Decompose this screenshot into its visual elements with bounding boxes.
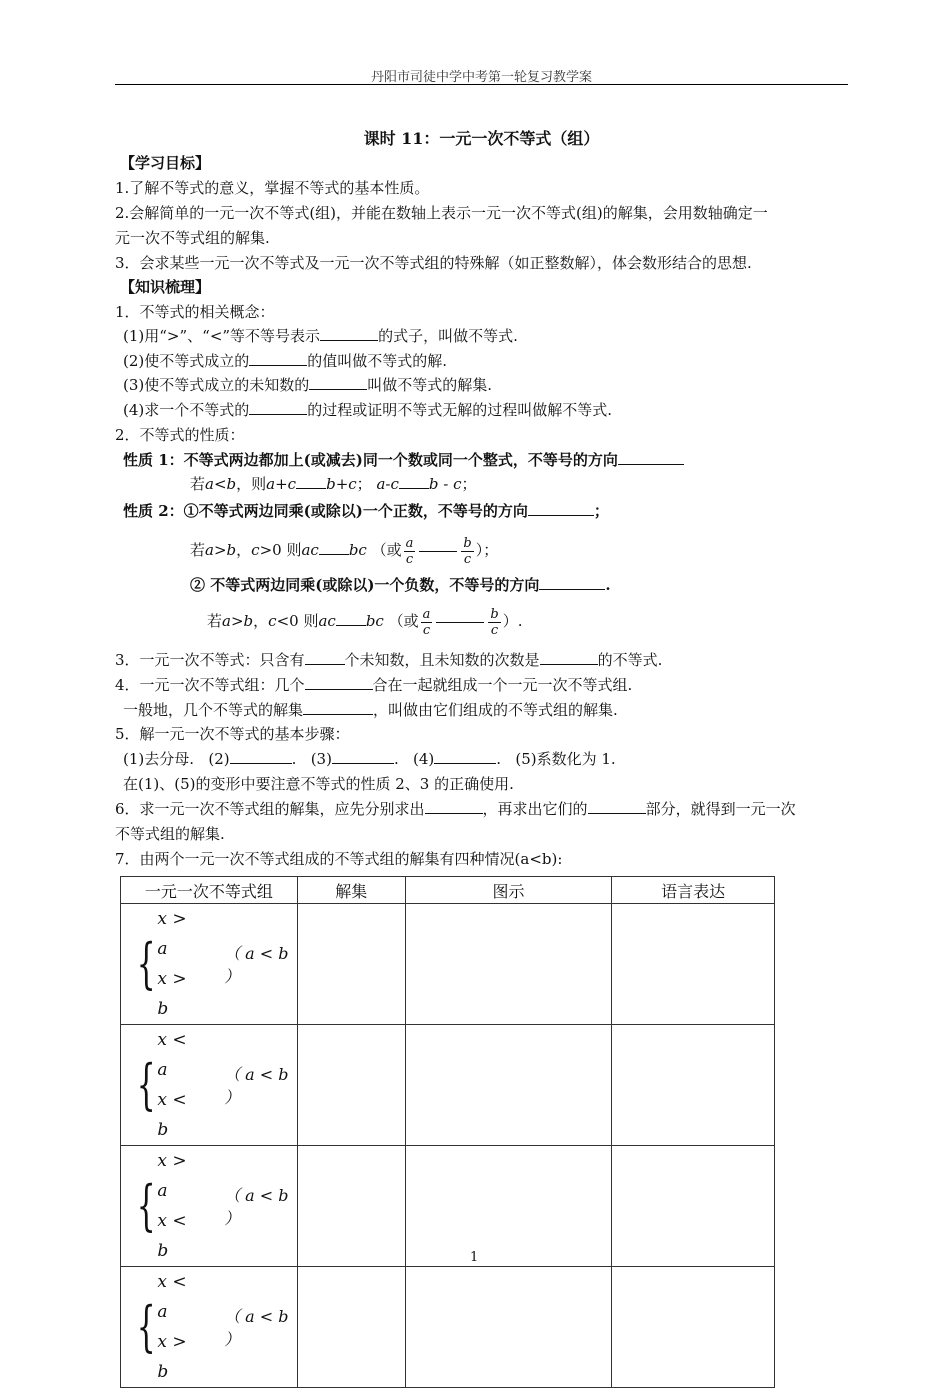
col-header-diagram: 图示 <box>405 877 612 904</box>
brace-icon: { <box>136 1174 156 1237</box>
table-row <box>121 1267 775 1388</box>
item-6: 6．求一元一次不等式组的解集，应先分别求出 ，再求出它们的 部分，就得到一元一次 <box>115 800 796 818</box>
brace-icon: { <box>136 932 156 995</box>
diagram-cell[interactable] <box>405 1146 612 1267</box>
brace-icon: { <box>136 1053 156 1116</box>
language-cell[interactable] <box>612 904 775 1025</box>
concepts-heading: 1．不等式的相关概念： <box>115 303 275 321</box>
property-2: 性质 2：①不等式两边同乘(或除以)一个正数，不等号的方向 ； <box>123 502 609 520</box>
property-1: 性质 1：不等式两边都加上(或减去)同一个数或同一个整式，不等号的方向 <box>123 450 684 470</box>
solution-cell[interactable] <box>297 1267 405 1388</box>
language-cell[interactable] <box>612 1025 775 1146</box>
item-4: 4．一元一次不等式组：几个 合在一起就组成一个一元一次不等式组. <box>115 676 633 694</box>
knowledge-heading: 【知识梳理】 <box>120 278 211 296</box>
goal-3: 3．会求某些一元一次不等式及一元一次不等式组的特殊解（如正整数解），体会数形结合的思想. <box>115 254 752 272</box>
page-number: 1 <box>470 1250 479 1265</box>
col-header-language: 语言表达 <box>612 877 775 904</box>
goal-2: 2.会解简单的一元一次不等式(组)，并能在数轴上表示一元一次不等式(组)的解集，会用数轴确定一 <box>115 204 768 222</box>
goal-2-cont: 元一次不等式组的解集. <box>115 229 270 247</box>
property-3: ② 不等式两边同乘(或除以)一个负数，不等号的方向 . <box>190 576 611 594</box>
goal-1: 1.了解不等式的意义，掌握不等式的基本性质。 <box>115 179 430 197</box>
system-cell: { x < a x < b （ a < b ） <box>121 1025 298 1146</box>
item-5-heading: 5．解一元一次不等式的基本步骤： <box>115 725 350 743</box>
concept-4: (4)求一个不等式的 的过程或证明不等式无解的过程叫做解不等式. <box>123 401 613 419</box>
col-header-solution: 解集 <box>297 877 405 904</box>
concept-2: (2)使不等式成立的 的值叫做不等式的解. <box>123 352 448 370</box>
concept-1: (1)用“>”、“<”等不等号表示 的式子，叫做不等式. <box>123 327 518 345</box>
col-header-system: 一元一次不等式组 <box>121 877 298 904</box>
solution-cell[interactable] <box>297 1025 405 1146</box>
system-cell: { x > a x < b （ a < b ） <box>121 1146 298 1267</box>
table-row <box>121 904 775 1025</box>
brace-icon: { <box>136 1295 156 1358</box>
property-3-example: 若a>b，c<0 则ac bc （或 $\frac{a}{c}$ $\frac{b}{c}$ ）. <box>207 606 523 638</box>
diagram-cell[interactable] <box>405 1025 612 1146</box>
page-header: 丹阳市司徒中学中考第一轮复习教学案 <box>370 70 592 85</box>
table-header-row <box>121 877 775 904</box>
system-cell: { x > a x > b （ a < b ） <box>121 904 298 1025</box>
solution-cell[interactable] <box>297 1146 405 1267</box>
solution-cell[interactable] <box>297 904 405 1025</box>
table-row <box>121 1146 775 1267</box>
header-divider <box>115 84 848 85</box>
property-1-example: 若a<b，则a+c b+c； a-c b - c； <box>190 475 477 493</box>
item-3: 3．一元一次不等式：只含有 个未知数，且未知数的次数是 的不等式. <box>115 651 663 669</box>
item-5-note: 在(1)、(5)的变形中要注意不等式的性质 2、3 的正确使用. <box>123 775 514 793</box>
property-2-example: 若a>b，c>0 则ac bc （或 $\frac{a}{c}$ $\frac{b}{c}$ ）； <box>190 535 499 567</box>
language-cell[interactable] <box>612 1267 775 1388</box>
item-5-steps: (1)去分母. (2) . (3) . (4) . (5)系数化为 1. <box>123 750 616 768</box>
item-6-line2: 不等式组的解集. <box>115 825 225 843</box>
system-cell: { x < a x > b （ a < b ） <box>121 1267 298 1388</box>
item-4-line2: 一般地，几个不等式的解集 ，叫做由它们组成的不等式组的解集. <box>123 701 618 719</box>
page-title: 课时 11：一元一次不等式（组） <box>363 129 600 148</box>
diagram-cell[interactable] <box>405 1267 612 1388</box>
diagram-cell[interactable] <box>405 904 612 1025</box>
concept-3: (3)使不等式成立的未知数的 叫做不等式的解集. <box>123 376 493 394</box>
solution-set-table <box>120 876 775 1388</box>
item-7: 7．由两个一元一次不等式组成的不等式组的解集有四种情况(a<b): <box>115 850 563 868</box>
table-row <box>121 1025 775 1146</box>
language-cell[interactable] <box>612 1146 775 1267</box>
goals-heading: 【学习目标】 <box>120 154 211 172</box>
properties-heading: 2．不等式的性质： <box>115 426 245 444</box>
